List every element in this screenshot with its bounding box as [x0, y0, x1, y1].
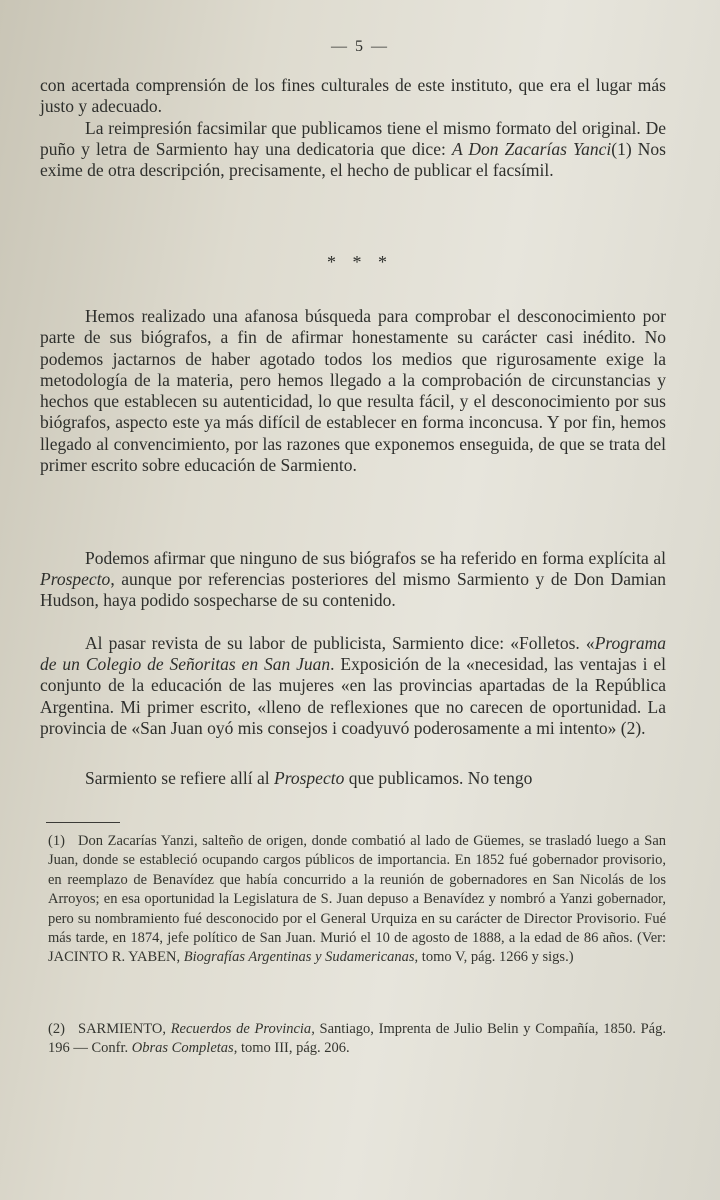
text-run: , aunque por referencias posteriores del mismo Sarmiento y de Don Damian Hudson, haya podido sospecharse de su contenido. — [40, 569, 666, 611]
text-run: Al pasar revista de su labor de publicista, Sarmiento dice: «Folletos. « — [85, 633, 595, 653]
page-number: — 5 — — [331, 38, 389, 55]
footnote-text: , tomo III, pág. 206. — [233, 1040, 350, 1057]
text-run: . Exposición de la «necesidad, las ventajas i el conjunto de la educación de las mujeres «en las provincias apartadas de la República Argentina. Mi primer escrito, «lleno de reflexiones que no carecen de oportunidad. La provincia de «San Juan oyó mis consejos i coadyuvó poderosamente a mi intento» (2). — [40, 654, 666, 738]
italic-citation: Biografías Argentinas y Sudamericanas — [183, 949, 415, 966]
footnote-text: , Santiago, Imprenta de Julio Belin y Compañía, 1850. Pág. 196 — Confr. — [48, 1021, 666, 1057]
footnote-number: (1) — [48, 833, 65, 849]
paragraph-biographers — [40, 548, 666, 612]
footnote-rule — [46, 822, 120, 823]
footnote-text: SARMIENTO, — [78, 1021, 171, 1037]
text-run: Sarmiento se refiere allí al — [85, 768, 275, 788]
paragraph-quote — [40, 633, 666, 739]
footnote-2 — [48, 1020, 666, 1059]
footnote-text: , tomo V, pág. 1266 y sigs.) — [414, 949, 574, 966]
paragraph-facsimile — [40, 118, 666, 182]
section-separator: * * * — [327, 252, 393, 272]
text-run: Podemos afirmar que ninguno de sus biógrafos se ha referido en forma explícita al — [85, 548, 666, 568]
footnote-text: Don Zacarías Yanzi, salteño de origen, donde combatió al lado de Güemes, se trasladó luego a San Juan, donde se estableció ocupando cargos públicos de importancia. En 1852 fué gobernador provisorio, en reemplazo de Benavídez que había concurrido a la reunión de gobernadores en San Nicolás de los Arroyos; en esa oportunidad la Legislatura de S. Juan depuso a Benavídez y nombró a Yanzi gobernador, pero su nombramiento fué desconocido por el General Urquiza en su carácter de Director Provisorio. Fué más tarde, en 1874, jefe político de San Juan. Murió el 10 de agosto de 1888, a la edad de 86 años. (Ver: JACINTO R. YABEN, — [48, 833, 666, 966]
italic-citation: Recuerdos de Provincia — [170, 1021, 312, 1037]
text-run: que publicamos. No tengo — [344, 768, 533, 788]
paragraph-continuation: con acertada comprensión de los fines culturales de este instituto, que era el lugar más justo y adecuado. — [40, 75, 666, 117]
text-run: La reimpresión facsimilar que publicamos tiene el mismo formato del original. De puño y letra de Sarmiento hay una dedicatoria que dice: — [40, 118, 666, 160]
italic-prospecto: Prospecto — [40, 569, 111, 590]
text-run: (1) Nos exime de otra descripción, precisamente, el hecho de publicar el facsímil. — [40, 139, 666, 181]
footnote-1 — [48, 832, 666, 968]
italic-dedication: A Don Zacarías Yanci — [451, 139, 612, 160]
italic-program-title: Programa de un Colegio de Señoritas en San Juan — [40, 633, 666, 675]
footnote-number: (2) — [48, 1021, 65, 1037]
paragraph-research: Hemos realizado una afanosa búsqueda para comprobar el desconocimiento por parte de sus biógrafos, a fin de afirmar honestamente su carácter casi inédito. No podemos jactarnos de haber agotado todos los medios que rigurosamente exige la metodología de la materia, pero hemos llegado a la comprobación de circunstancias y hechos que establecen su autenticidad, lo que resulta fácil, y el desconocimiento por sus biógrafos, aspecto este ya más difícil de establecer en forma inconcusa. Y por fin, hemos llegado al convencimiento, por las razones que exponemos enseguida, de que se trata del primer escrito sobre educación de Sarmiento. — [40, 306, 666, 476]
italic-prospecto: Prospecto — [274, 768, 345, 788]
italic-citation: Obras Completas — [131, 1040, 234, 1057]
paragraph-reference — [40, 768, 666, 789]
